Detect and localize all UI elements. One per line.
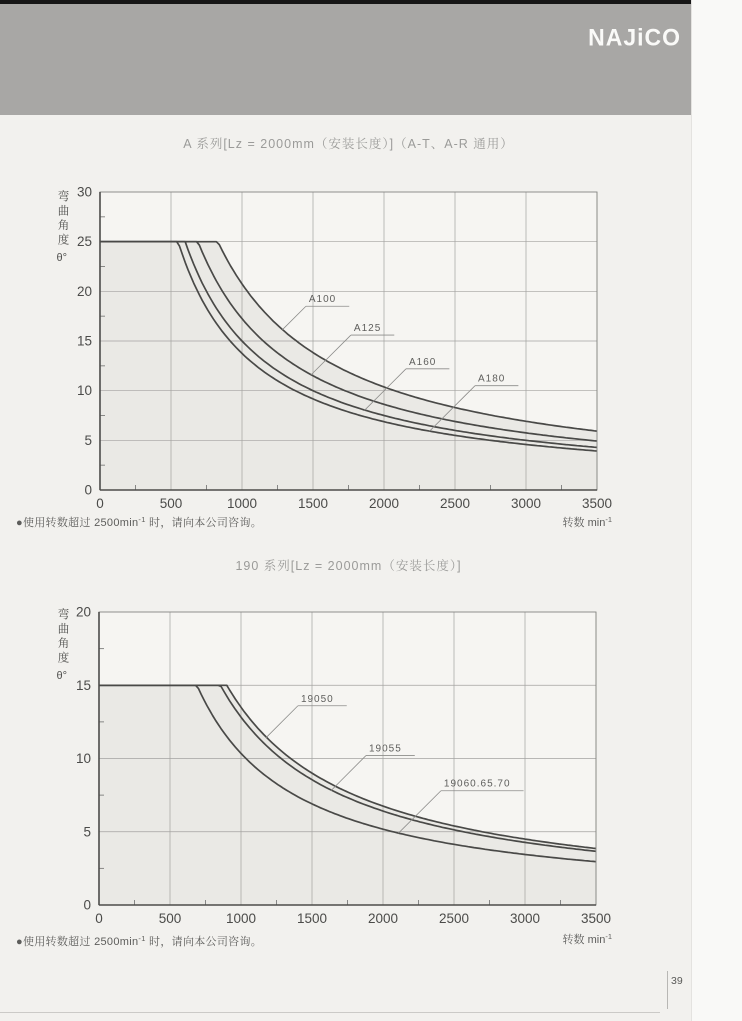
y-tick-label: 5 <box>83 824 91 840</box>
chart-2-footnote <box>16 933 262 949</box>
series-label: A125 <box>353 323 382 335</box>
chart-2-title: 190 系列[Lz = 2000mm（安装长度）] <box>235 559 462 573</box>
chart-2-x-unit <box>563 931 612 947</box>
x-tick-label: 0 <box>96 496 104 511</box>
footnote-text-cont: 时，请向本公司咨询。 <box>145 936 263 948</box>
series-label: A100 <box>308 294 337 306</box>
x-tick-label: 1000 <box>225 911 257 926</box>
series-label: A160 <box>409 356 437 368</box>
x-unit-superscript: -1 <box>605 515 612 524</box>
footnote-superscript: -1 <box>138 515 146 524</box>
series-label: A180 <box>478 373 506 385</box>
y-tick-label: 0 <box>84 482 92 498</box>
x-tick-label: 3500 <box>581 496 613 511</box>
y-tick-label: 0 <box>83 897 91 913</box>
y-axis-label-text: 弯曲角度 <box>56 190 69 248</box>
x-tick-label: 1500 <box>296 911 328 926</box>
series-label: 19050 <box>300 693 334 705</box>
x-tick-label: 2000 <box>368 496 400 511</box>
footnote-text: ●使用转数超过 2500min <box>16 517 139 529</box>
chart-2-plot <box>76 605 611 927</box>
y-tick-label: 5 <box>84 432 92 448</box>
y-tick-label: 10 <box>76 383 92 399</box>
x-tick-label: 3500 <box>580 911 612 926</box>
y-tick-label: 30 <box>76 184 92 200</box>
x-tick-label: 500 <box>158 911 182 926</box>
x-unit-text: 转数 min <box>562 934 606 946</box>
chart-1-plot <box>77 185 612 512</box>
page-bottom-edge <box>0 1012 660 1013</box>
x-tick-label: 0 <box>95 911 103 926</box>
x-tick-label: 3000 <box>509 911 541 926</box>
x-tick-label: 1000 <box>226 496 258 511</box>
y-axis-theta-symbol: θ° <box>56 670 68 682</box>
y-tick-label: 20 <box>76 283 92 299</box>
brand-logo: NAJiCO <box>588 23 681 51</box>
page-number-rule <box>667 971 668 1009</box>
x-unit-superscript: -1 <box>605 932 612 941</box>
x-tick-label: 1500 <box>297 496 329 511</box>
x-tick-label: 2000 <box>367 911 399 926</box>
chart-1-footnote <box>16 514 262 530</box>
x-tick-label: 2500 <box>438 911 470 926</box>
y-tick-label: 15 <box>76 333 92 349</box>
footnote-text: ●使用转数超过 2500min <box>16 936 139 948</box>
y-tick-label: 15 <box>75 677 91 693</box>
footnote-superscript: -1 <box>138 934 146 943</box>
y-tick-label: 20 <box>75 604 91 620</box>
x-tick-label: 3000 <box>510 496 542 511</box>
chart-1-x-unit <box>563 514 612 530</box>
series-label: 19055 <box>368 743 402 755</box>
page-number: 39 <box>671 975 683 987</box>
chart-1-title: A 系列[Lz = 2000mm（安装长度）]（A-T、A-R 通用） <box>183 137 514 151</box>
y-axis-label-text: 弯曲角度 <box>56 608 69 666</box>
x-unit-text: 转数 min <box>562 517 606 529</box>
x-tick-label: 2500 <box>439 496 471 511</box>
series-label: 19060.65.70 <box>443 778 511 790</box>
y-tick-label: 25 <box>76 234 92 250</box>
y-axis-theta-symbol: θ° <box>56 252 68 264</box>
x-tick-label: 500 <box>159 496 183 511</box>
footnote-text-cont: 时，请向本公司咨询。 <box>145 517 263 529</box>
y-tick-label: 10 <box>75 751 91 766</box>
